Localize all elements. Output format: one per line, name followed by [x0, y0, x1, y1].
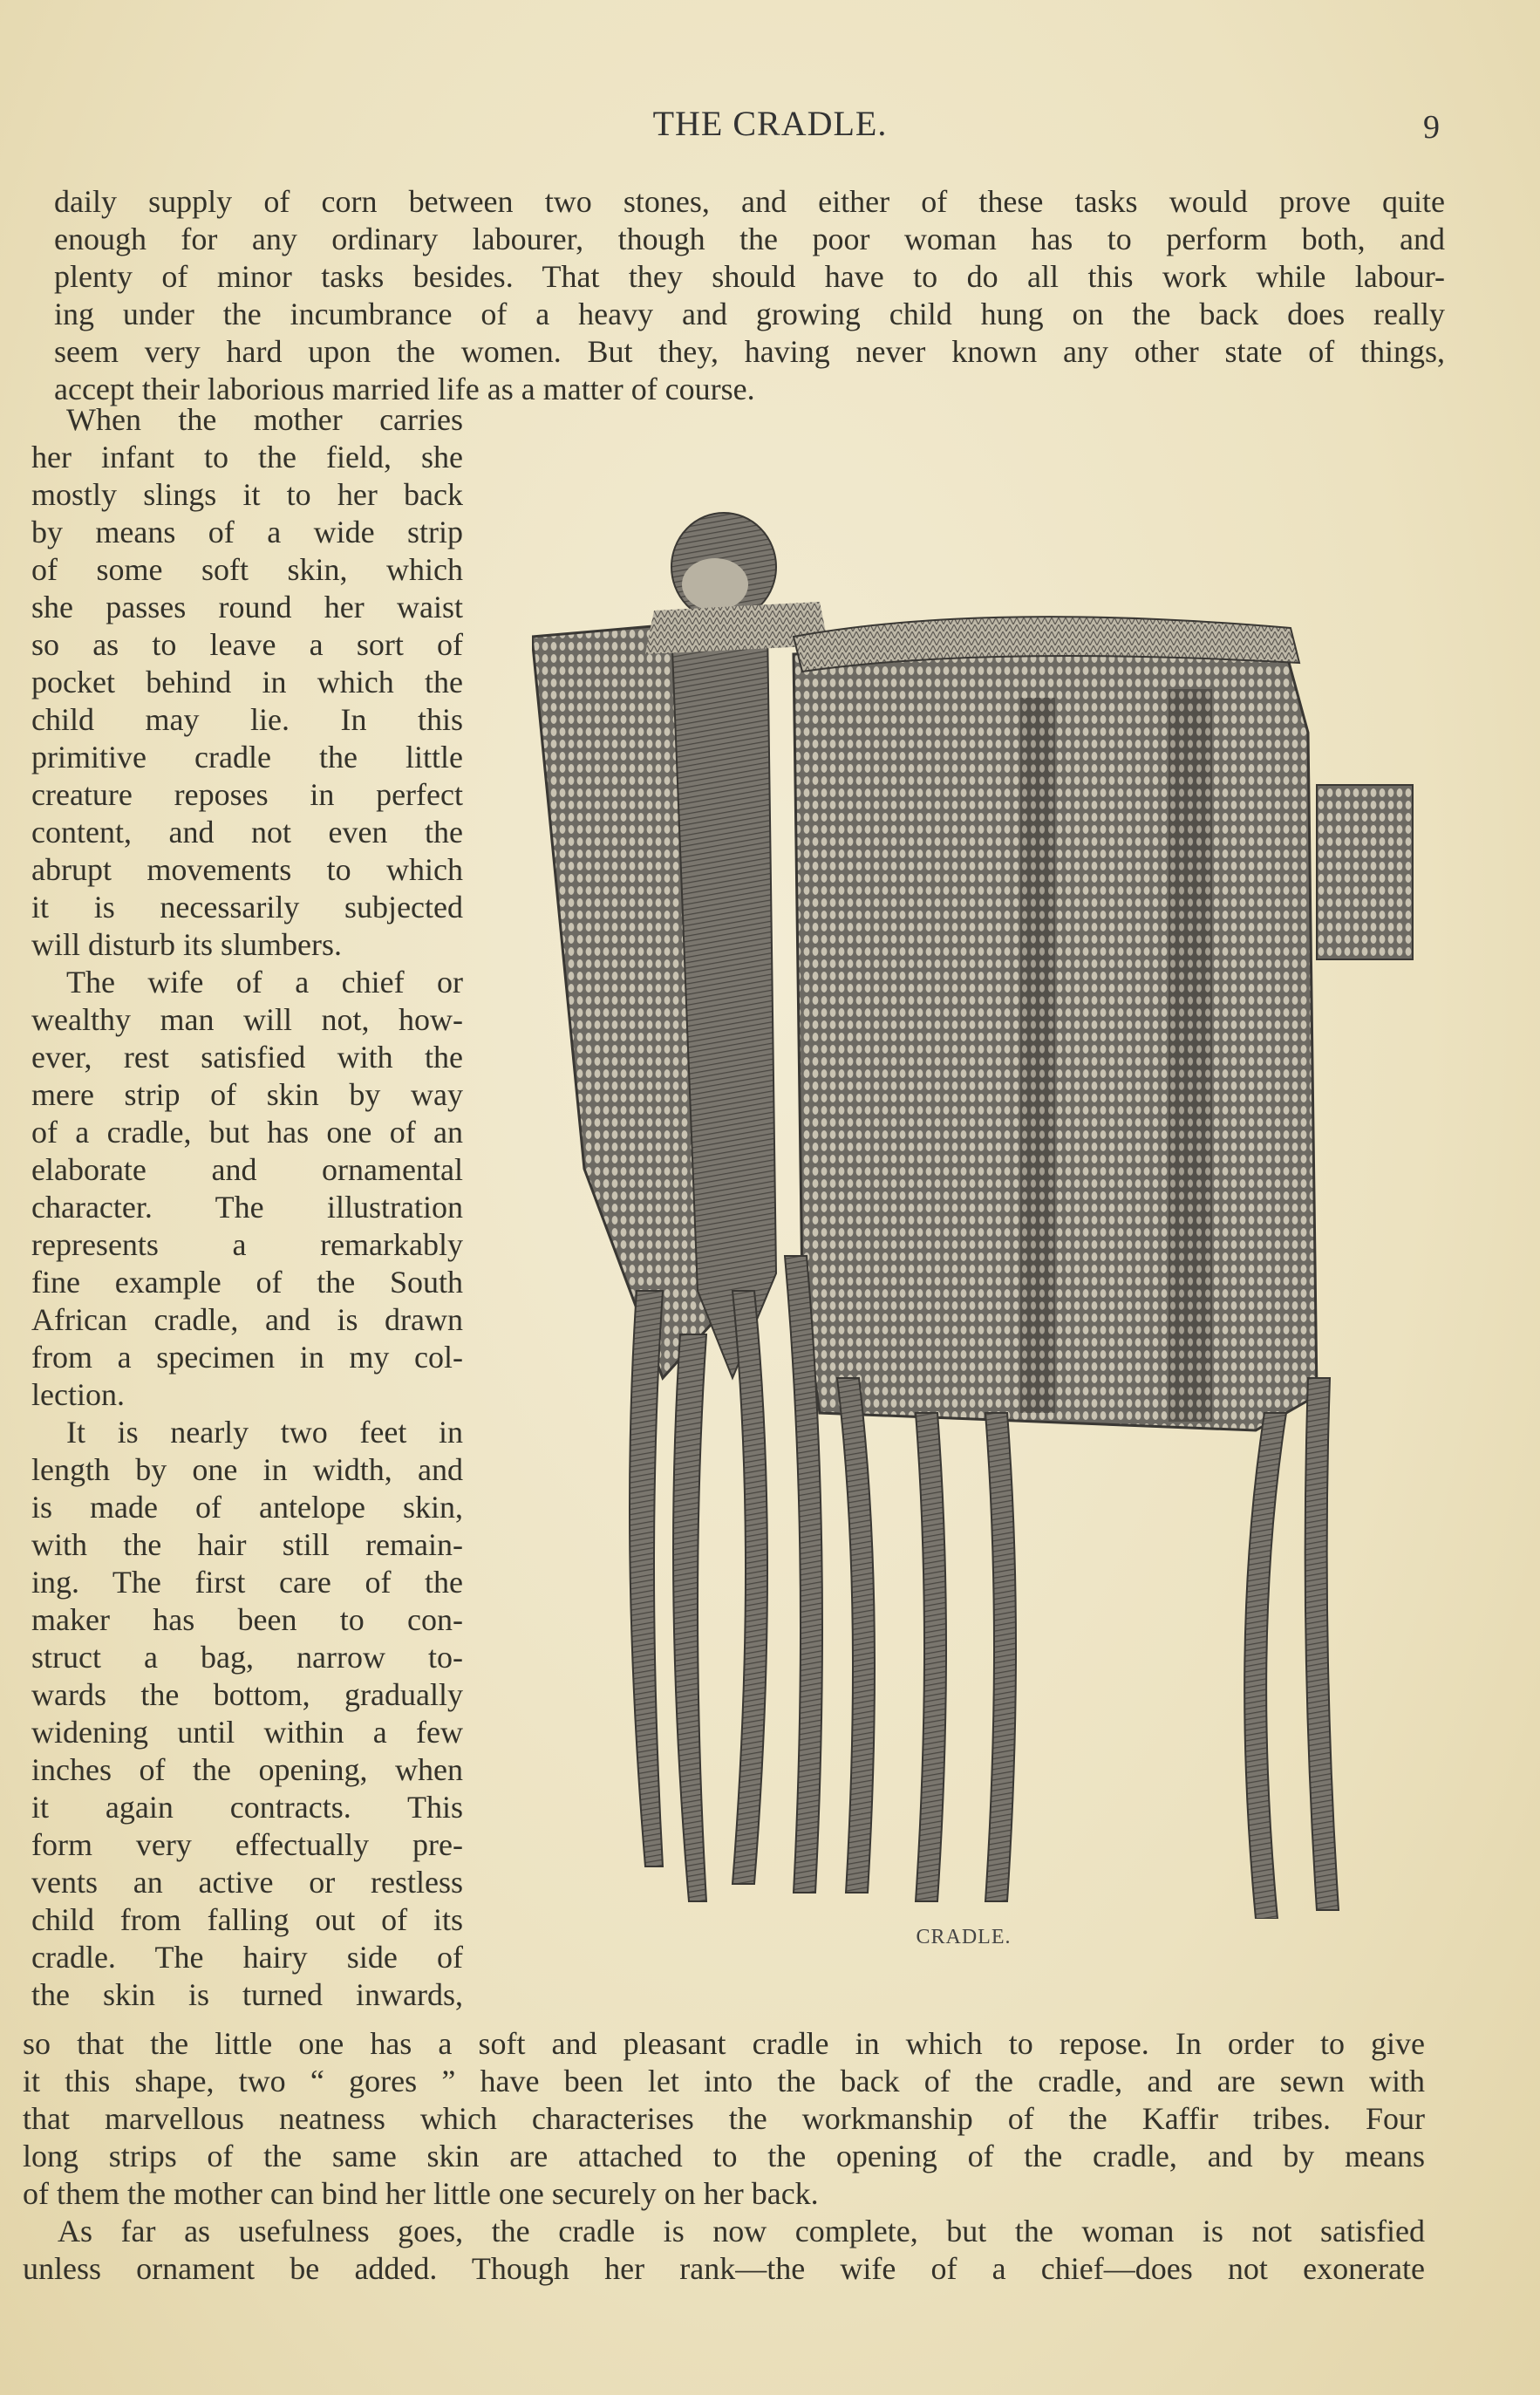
text-line: so as to leave a sort of [31, 627, 463, 662]
cradle-illustration [532, 506, 1421, 1919]
text-line: maker has been to con- [31, 1602, 463, 1637]
text-line: her infant to the field, she [31, 440, 463, 474]
text-line: vents an active or restless [31, 1865, 463, 1900]
text-line: inches of the opening, when [31, 1752, 463, 1787]
text-line: lection. [31, 1377, 125, 1412]
text-line: The wife of a chief or [66, 965, 463, 1000]
text-line: elaborate and ornamental [31, 1152, 463, 1187]
text-line: struct a bag, narrow to- [31, 1640, 463, 1675]
text-line: unless ornament be added. Though her rank—the wife of a chief—does not exonerate [23, 2251, 1425, 2286]
text-line: content, and not even the [31, 815, 463, 850]
text-line: widening until within a few [31, 1715, 463, 1750]
text-line: ing under the incumbrance of a heavy and growing child hung on the back does really [54, 297, 1445, 331]
text-line: with the hair still remain- [31, 1527, 463, 1562]
text-line: child may lie. In this [31, 702, 463, 737]
text-line: abrupt movements to which [31, 852, 463, 887]
text-line: it this shape, two “ gores ” have been let into the back of the cradle, and are sewn with [23, 2064, 1425, 2098]
text-line: it is necessarily subjected [31, 890, 463, 925]
text-line: seem very hard upon the women. But they, having never known any other state of things, [54, 334, 1445, 369]
text-line: of a cradle, but has one of an [31, 1115, 463, 1150]
page-number: 9 [1423, 109, 1440, 146]
text-line: will disturb its slumbers. [31, 927, 343, 962]
text-line: fine example of the South [31, 1265, 463, 1300]
text-line: ing. The first care of the [31, 1565, 463, 1600]
text-line: creature reposes in perfect [31, 777, 463, 812]
text-line: African cradle, and is drawn [31, 1302, 463, 1337]
figure-caption: CRADLE. [916, 1926, 1012, 1948]
text-line: the skin is turned inwards, [31, 1977, 463, 2012]
text-line: primitive cradle the little [31, 740, 463, 774]
text-line: of some soft skin, which [31, 552, 463, 587]
text-line: ever, rest satisfied with the [31, 1040, 463, 1075]
text-line: plenty of minor tasks besides. That they should have to do all this work while labour- [54, 259, 1445, 294]
text-line: length by one in width, and [31, 1452, 463, 1487]
text-line: mostly slings it to her back [31, 477, 463, 512]
text-line: When the mother carries [66, 402, 463, 437]
text-line: from a specimen in my col- [31, 1340, 463, 1375]
text-line: enough for any ordinary labourer, though the poor woman has to perform both, and [54, 222, 1445, 256]
text-line: by means of a wide strip [31, 515, 463, 549]
text-line: child from falling out of its [31, 1902, 463, 1937]
text-line: represents a remarkably [31, 1227, 463, 1262]
text-line: wealthy man will not, how- [31, 1002, 463, 1037]
cradle-engraving-icon [532, 506, 1421, 1919]
running-title: THE CRADLE. [652, 104, 888, 143]
text-line: so that the little one has a soft and pleasant cradle in which to repose. In order to give [23, 2026, 1425, 2061]
text-line: daily supply of corn between two stones, and either of these tasks would prove quite [54, 184, 1445, 219]
text-line: of them the mother can bind her little one securely on her back. [23, 2176, 819, 2211]
top-paragraph [54, 183, 1445, 408]
text-line: pocket behind in which the [31, 665, 463, 699]
left-column-text [31, 401, 463, 2014]
text-line: mere strip of skin by way [31, 1077, 463, 1112]
text-line: character. The illustration [31, 1190, 463, 1225]
text-line: As far as usefulness goes, the cradle is now complete, but the woman is not satisfied [58, 2214, 1425, 2248]
bottom-paragraph [23, 2025, 1425, 2288]
text-line: accept their laborious married life as a matter of course. [54, 372, 755, 406]
text-line: It is nearly two feet in [66, 1415, 463, 1450]
text-line: cradle. The hairy side of [31, 1940, 463, 1975]
text-line: that marvellous neatness which characterises the workmanship of the Kaffir tribes. Four [23, 2101, 1425, 2136]
text-line: long strips of the same skin are attached to the opening of the cradle, and by means [23, 2139, 1425, 2173]
text-line: is made of antelope skin, [31, 1490, 463, 1525]
text-line: she passes round her waist [31, 590, 463, 624]
text-line: form very effectually pre- [31, 1827, 463, 1862]
text-line: it again contracts. This [31, 1790, 463, 1825]
text-line: wards the bottom, gradually [31, 1677, 463, 1712]
